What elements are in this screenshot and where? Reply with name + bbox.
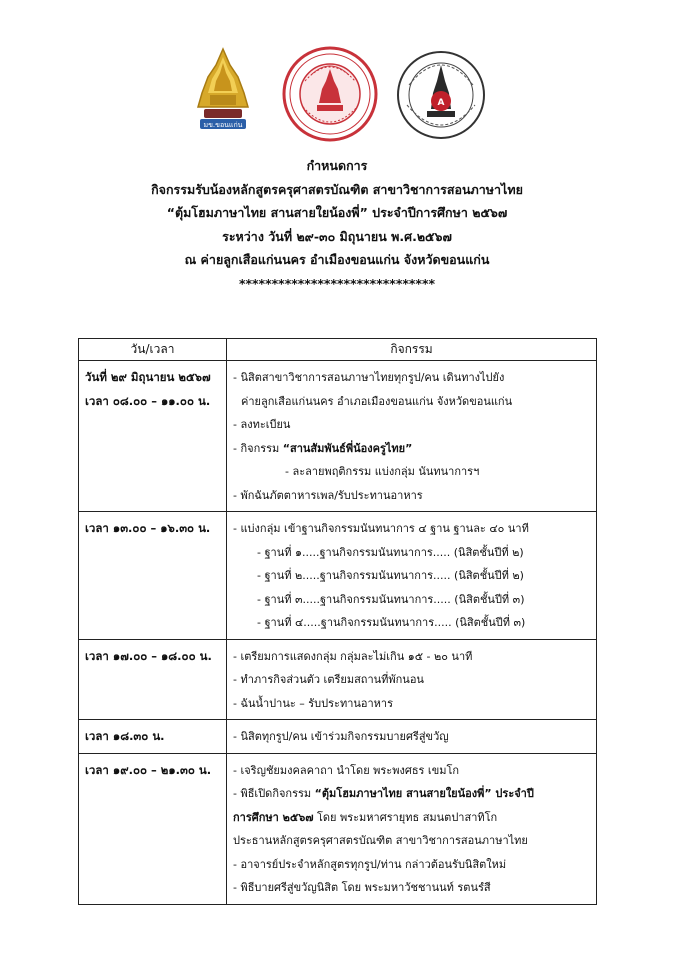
- time-label: เวลา ๑๗.๐๐ – ๑๘.๐๐ น.: [85, 648, 212, 663]
- time-cell: [79, 753, 227, 904]
- activity-text: - พิธีเปิดกิจกรรม: [233, 787, 315, 800]
- activity-cell: [227, 639, 597, 720]
- activity-line: ประธานหลักสูตรครุศาสตรบัณฑิต สาขาวิชาการสอนภาษาไทย: [233, 834, 528, 847]
- activity-line: - แบ่งกลุ่ม เข้าฐานกิจกรรมนันทนาการ ๔ ฐาน ฐานละ ๔๐ นาที: [233, 522, 529, 535]
- time-label: เวลา ๐๘.๐๐ – ๑๑.๐๐ น.: [85, 393, 211, 408]
- activity-text: - กิจกรรม: [233, 441, 283, 455]
- doc-subtitle-activity: กิจกรรมรับน้องหลักสูตรครุศาสตรบัณฑิต สาขาวิชาการสอนภาษาไทย: [151, 181, 523, 197]
- header-date-time: วัน/เวลา: [79, 339, 227, 361]
- activity-line: - ทำภารกิจส่วนตัว เตรียมสถานที่พักนอน: [233, 673, 424, 686]
- activity-line: [233, 806, 592, 830]
- activity-line: - เตรียมการแสดงกลุ่ม กลุ่มละไม่เกิน ๑๕ - ๒๐ นาที: [233, 649, 473, 663]
- doc-venue: ณ ค่ายลูกเสือแก่นนคร อำเมืองขอนแก่น จังหวัดขอนแก่น: [184, 252, 490, 267]
- doc-date-range: ระหว่าง วันที่ ๒๙-๓๐ มิถุนายน พ.ศ.๒๕๖๗: [222, 228, 452, 244]
- activity-line: - เจริญชัยมงคลคาถา นำโดย พระพงศธร เขมโก: [233, 763, 460, 777]
- table-row: [79, 639, 597, 720]
- time-cell: [79, 639, 227, 720]
- activity-line: [233, 437, 592, 461]
- activity-line: - ฐานที่ ๓.....ฐานกิจกรรมนันทนาการ..... (นิสิตชั้นปีที่ ๓): [257, 592, 525, 606]
- activity-line: - พิธีบายศรีสู่ขวัญนิสิต โดย พระมหาวัชชานนท์ รตนรํสี: [233, 881, 491, 894]
- doc-title: กำหนดการ: [306, 158, 368, 173]
- header-activity: กิจกรรม: [227, 339, 597, 361]
- faculty-seal-logo: [281, 45, 379, 143]
- doc-subtitle-theme: “ตุ้มโฮมภาษาไทย สานสายใยน้องพี่” ประจำปีการศึกษา ๒๕๖๗: [166, 205, 508, 220]
- schedule-table: [78, 338, 597, 905]
- table-row: [79, 361, 597, 512]
- activity-line: - อาจารย์ประจำหลักสูตรทุกรูป/ท่าน กล่าวต้อนรับนิสิตใหม่: [233, 857, 507, 871]
- activity-line: - พักฉันภัตตาหารเพล/รับประทานอาหาร: [233, 488, 423, 502]
- activity-highlight: “ตุ้มโฮมภาษาไทย สานสายใยน้องพี่” ประจำปี: [314, 787, 534, 800]
- activity-line: - ฉันน้ำปานะ – รับประทานอาหาร: [233, 696, 394, 710]
- activity-cell: [227, 512, 597, 640]
- activity-highlight: การศึกษา ๒๕๖๗: [233, 810, 314, 824]
- date-label: วันที่ ๒๙ มิถุนายน ๒๕๖๗: [85, 370, 211, 384]
- program-emblem-logo: [395, 49, 487, 141]
- university-crest-logo: [190, 47, 256, 133]
- activity-highlight: “สานสัมพันธ์พี่น้องครูไทย”: [282, 441, 413, 455]
- document-header: [0, 154, 674, 295]
- university-crest-caption: มข.ขอนแก่น: [203, 121, 243, 129]
- table-header-row: [79, 339, 597, 361]
- time-label: เวลา ๑๓.๐๐ – ๑๖.๓๐ น.: [85, 521, 211, 535]
- activity-line: ค่ายลูกเสือแก่นนคร อำเภอเมืองขอนแก่น จังหวัดขอนแก่น: [241, 394, 513, 408]
- activity-line: - ละลายพฤติกรรม แบ่งกลุ่ม นันทนาการฯ: [285, 465, 480, 478]
- doc-separator: ******************************: [238, 275, 436, 291]
- activity-line: [233, 782, 592, 806]
- time-cell: [79, 361, 227, 512]
- activity-text: โดย พระมหาศรายุทธ สมนตปาสาทิโก: [313, 810, 498, 824]
- activity-line: - ฐานที่ ๔.....ฐานกิจกรรมนันทนาการ..... (นิสิตชั้นปีที่ ๓): [257, 616, 526, 629]
- activity-cell: [227, 753, 597, 904]
- time-cell: [79, 512, 227, 640]
- table-row: [79, 720, 597, 754]
- time-cell: [79, 720, 227, 754]
- time-label: เวลา ๑๘.๓๐ น.: [85, 729, 165, 743]
- activity-cell: [227, 720, 597, 754]
- activity-line: - นิสิตทุกรูป/คน เข้าร่วมกิจกรรมบายศรีสู่ขวัญ: [233, 730, 449, 743]
- activity-line: - ฐานที่ ๑.....ฐานกิจกรรมนันทนาการ..... (นิสิตชั้นปีที่ ๒): [257, 545, 524, 559]
- activity-cell: [227, 361, 597, 512]
- time-label: เวลา ๑๙.๐๐ – ๒๑.๓๐ น.: [85, 762, 212, 777]
- activity-line: - ฐานที่ ๒.....ฐานกิจกรรมนันทนาการ..... (นิสิตชั้นปีที่ ๒): [257, 569, 524, 582]
- activity-line: - นิสิตสาขาวิชาการสอนภาษาไทยทุกรูป/คน เดินทางไปยัง: [233, 371, 505, 384]
- logo-bar: [0, 45, 674, 135]
- table-row: [79, 512, 597, 640]
- svg-text:A: A: [437, 98, 445, 108]
- activity-line: - ลงทะเบียน: [233, 418, 291, 431]
- table-row: [79, 753, 597, 904]
